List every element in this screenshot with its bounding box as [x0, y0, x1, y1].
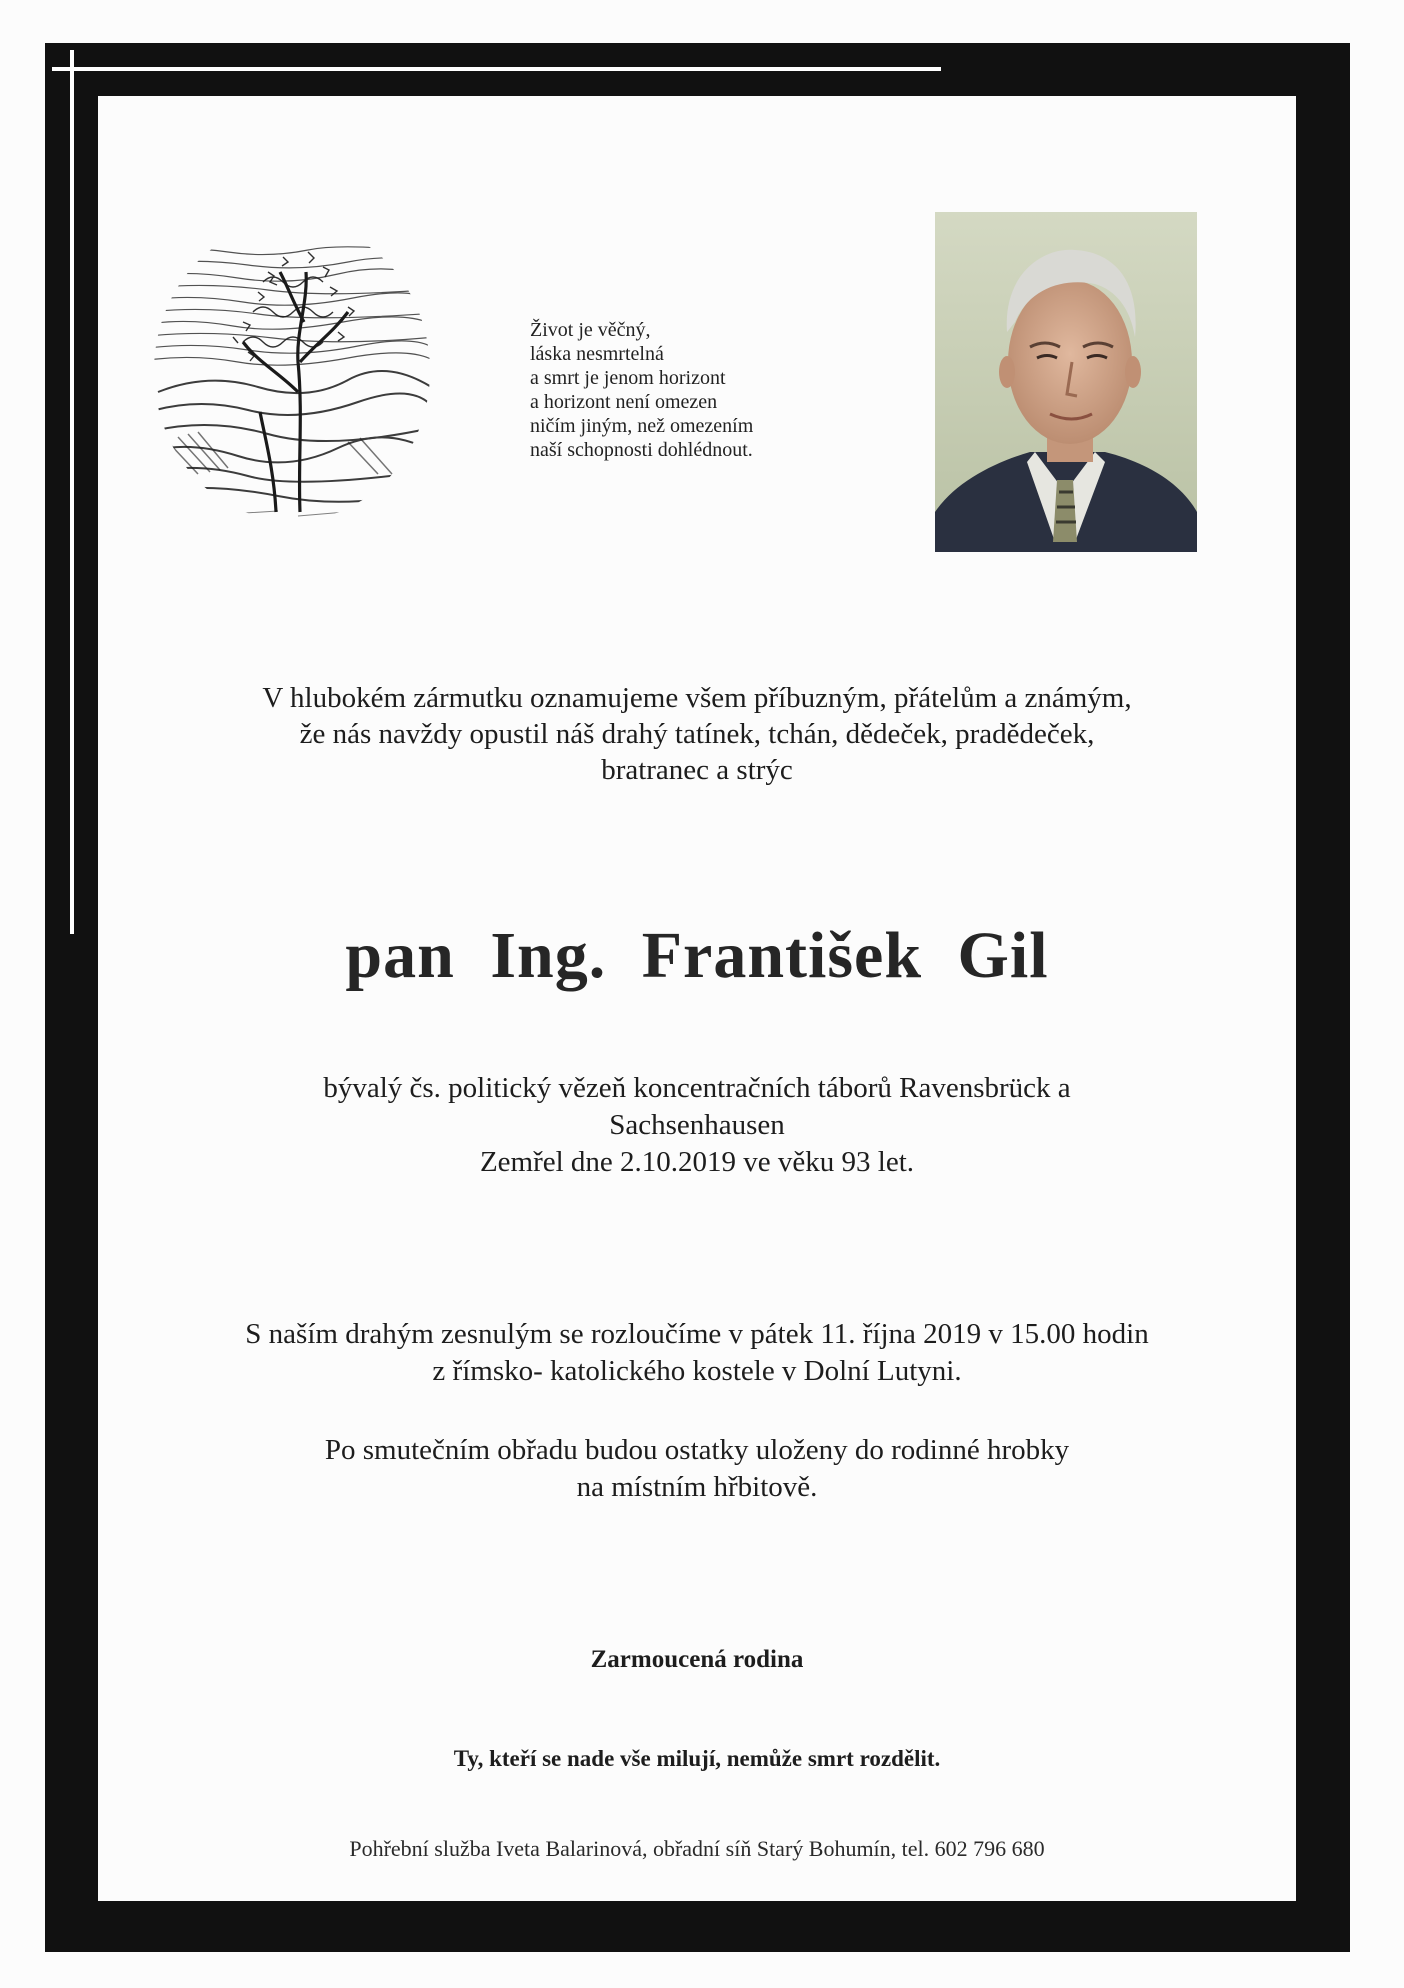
- quote-line: naší schopnosti dohlédnout.: [530, 439, 753, 461]
- cross-horizontal-line: [52, 67, 941, 71]
- funeral-details: [98, 1316, 1296, 1390]
- description-line: bývalý čs. politický vězeň koncentračních táborů Ravensbrück a: [323, 1072, 1071, 1104]
- funeral-service-footer: Pohřební služba Iveta Balarinová, obřadní síň Starý Bohumín, tel. 602 796 680: [349, 1836, 1045, 1861]
- cross-vertical-line: [70, 50, 74, 934]
- closing-motto: Ty, kteří se nade vše milují, nemůže smrt rozdělit.: [453, 1746, 941, 1771]
- funeral-line: z římsko- katolického kostele v Dolní Lutyni.: [432, 1355, 962, 1387]
- deceased-description: [98, 1070, 1296, 1181]
- announcement-line: V hlubokém zármutku oznamujeme všem příbuzným, přátelům a známým,: [262, 682, 1132, 714]
- quote-line: ničím jiným, než omezením: [530, 415, 754, 437]
- quote-line: láska nesmrtelná: [530, 343, 664, 365]
- funeral-line: S naším drahým zesnulým se rozloučíme v pátek 11. října 2019 v 15.00 hodin: [245, 1318, 1149, 1350]
- announcement-line: bratranec a strýc: [601, 754, 793, 786]
- description-line: Sachsenhausen: [609, 1109, 785, 1141]
- tree-engraving-image: [148, 212, 436, 530]
- frame-bottom-border: [45, 1901, 1350, 1952]
- deceased-name: pan Ing. František Gil: [345, 919, 1049, 992]
- burial-details: [98, 1432, 1296, 1506]
- burial-line: na místním hřbitově.: [576, 1471, 818, 1503]
- burial-line: Po smutečním obřadu budou ostatky uloženy do rodinné hrobky: [324, 1434, 1070, 1466]
- quote-line: a smrt je jenom horizont: [530, 367, 726, 389]
- quote-line: a horizont není omezen: [530, 391, 718, 413]
- deceased-portrait-photo: [935, 212, 1197, 552]
- memorial-quote: [530, 318, 753, 462]
- announcement-line: že nás navždy opustil náš drahý tatínek, tchán, dědeček, pradědeček,: [299, 718, 1095, 750]
- frame-right-border: [1296, 43, 1350, 1952]
- death-announcement: [98, 680, 1296, 788]
- quote-line: Život je věčný,: [530, 319, 651, 341]
- family-signature: Zarmoucená rodina: [590, 1646, 804, 1673]
- description-line: Zemřel dne 2.10.2019 ve věku 93 let.: [479, 1146, 915, 1178]
